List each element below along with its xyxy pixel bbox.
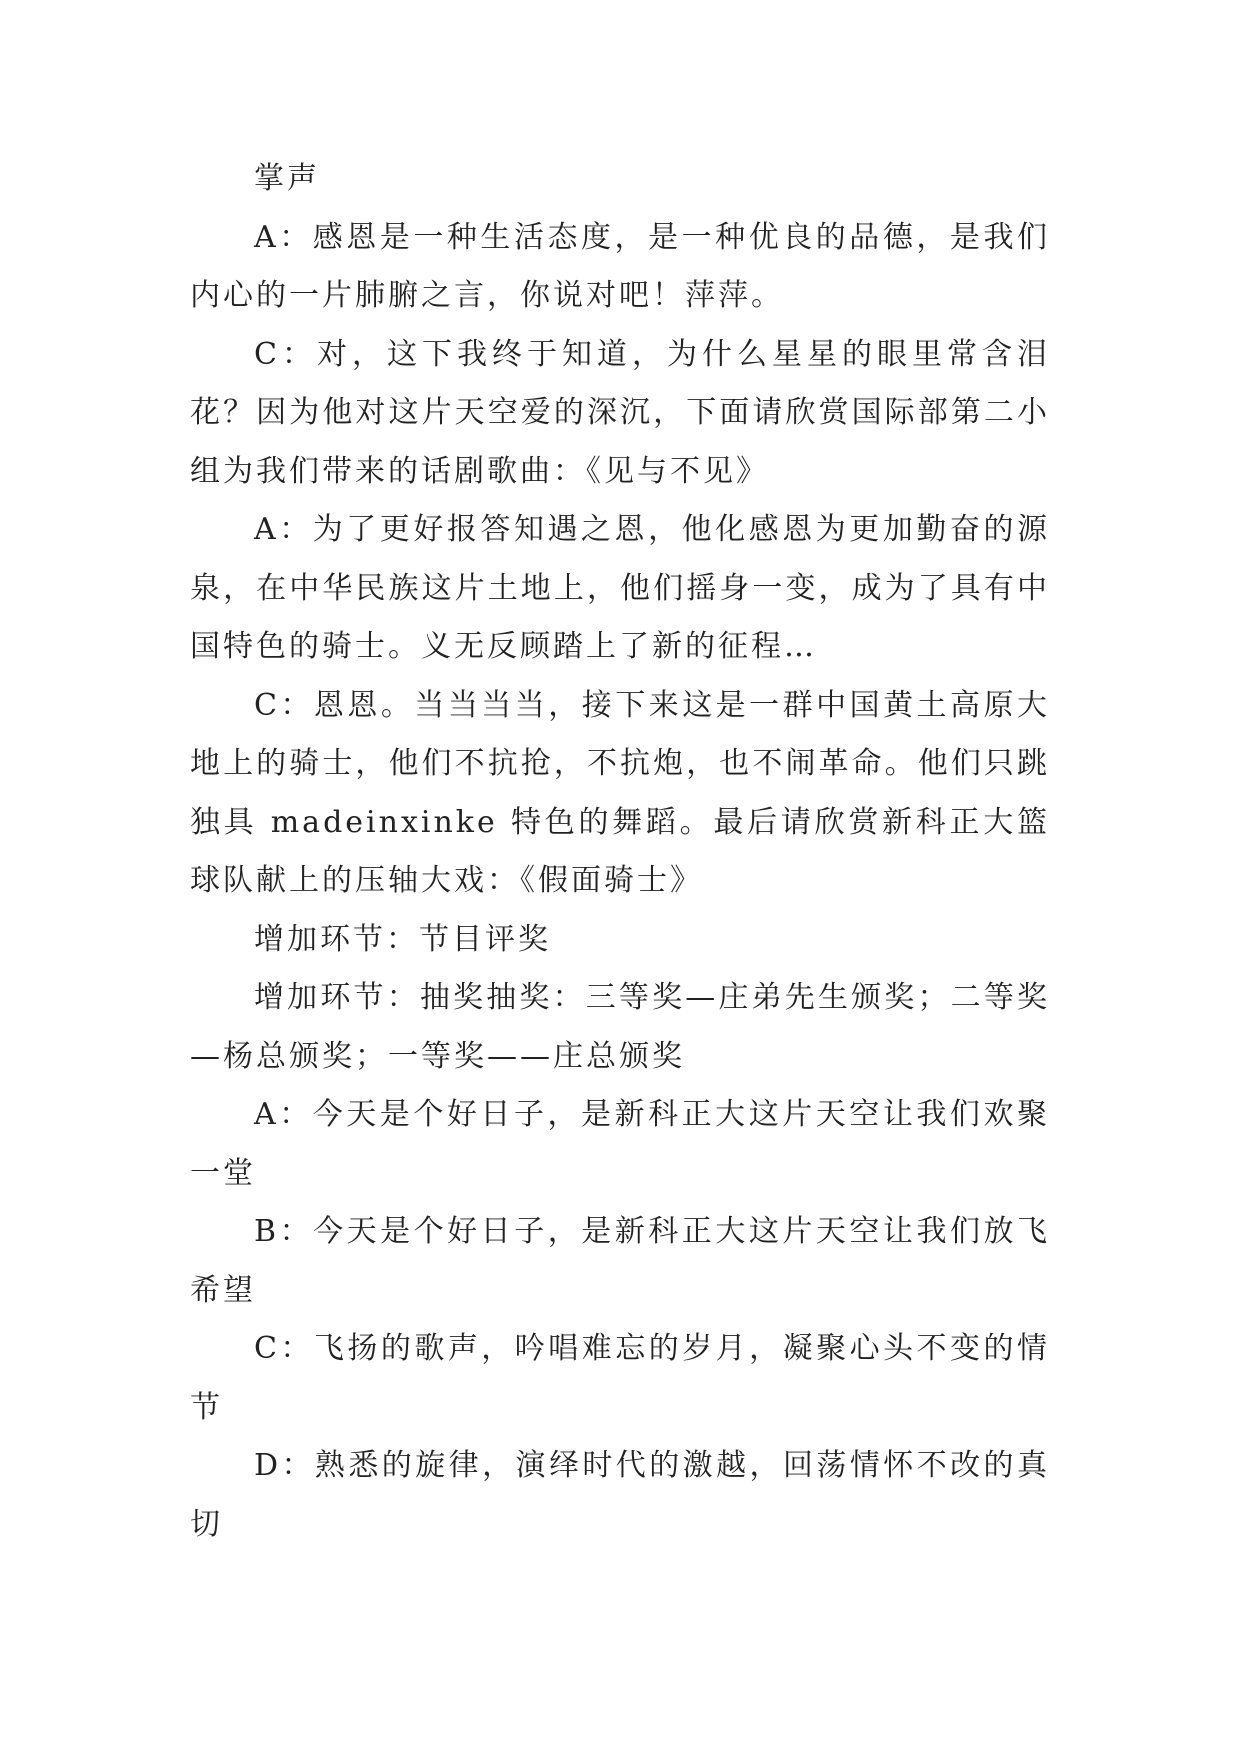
paragraph-a-gratitude: A：感恩是一种生活态度，是一种优良的品德，是我们内心的一片肺腑之言，你说对吧！萍萍。: [190, 219, 1050, 313]
paragraph-c-stars: C：对，这下我终于知道，为什么星星的眼里常含泪花？因为他对这片天空爱的深沉，下面请欣赏国际部第二小组为我们带来的话剧歌曲：《见与不见》: [190, 336, 1050, 489]
paragraph-c-song: C：飞扬的歌声，吟唱难忘的岁月，凝聚心头不变的情节: [190, 1331, 1050, 1425]
paragraph-c-dance: C：恩恩。当当当当，接下来这是一群中国黄土高原大地上的骑士，他们不抗抢，不抗炮，也不闹革命。他们只跳独具 madeinxinke 特色的舞蹈。最后请欣赏新科正大篮球队献上的压轴大戏：《假面骑士》: [190, 687, 1050, 898]
paragraph-a-good-day: A：今天是个好日子，是新科正大这片天空让我们欢聚一堂: [190, 1097, 1050, 1191]
paragraph-applause: 掌声: [254, 161, 320, 196]
paragraph-a-knights: A：为了更好报答知遇之恩，他化感恩为更加勤奋的源泉，在中华民族这片土地上，他们摇身一变，成为了具有中国特色的骑士。义无反顾踏上了新的征程…: [190, 512, 1050, 664]
paragraph-award-segment: 增加环节：节目评奖: [254, 921, 551, 957]
paragraph-lottery-segment: 增加环节：抽奖抽奖：三等奖—庄弟先生颁奖；二等奖—杨总颁奖；一等奖——庄总颁奖: [190, 980, 1050, 1074]
paragraph-d-melody: D：熟悉的旋律，演绎时代的激越，回荡情怀不改的真切: [190, 1448, 1050, 1542]
document-page: [190, 150, 1050, 1554]
paragraph-b-good-day: B：今天是个好日子，是新科正大这片天空让我们放飞希望: [190, 1214, 1050, 1308]
